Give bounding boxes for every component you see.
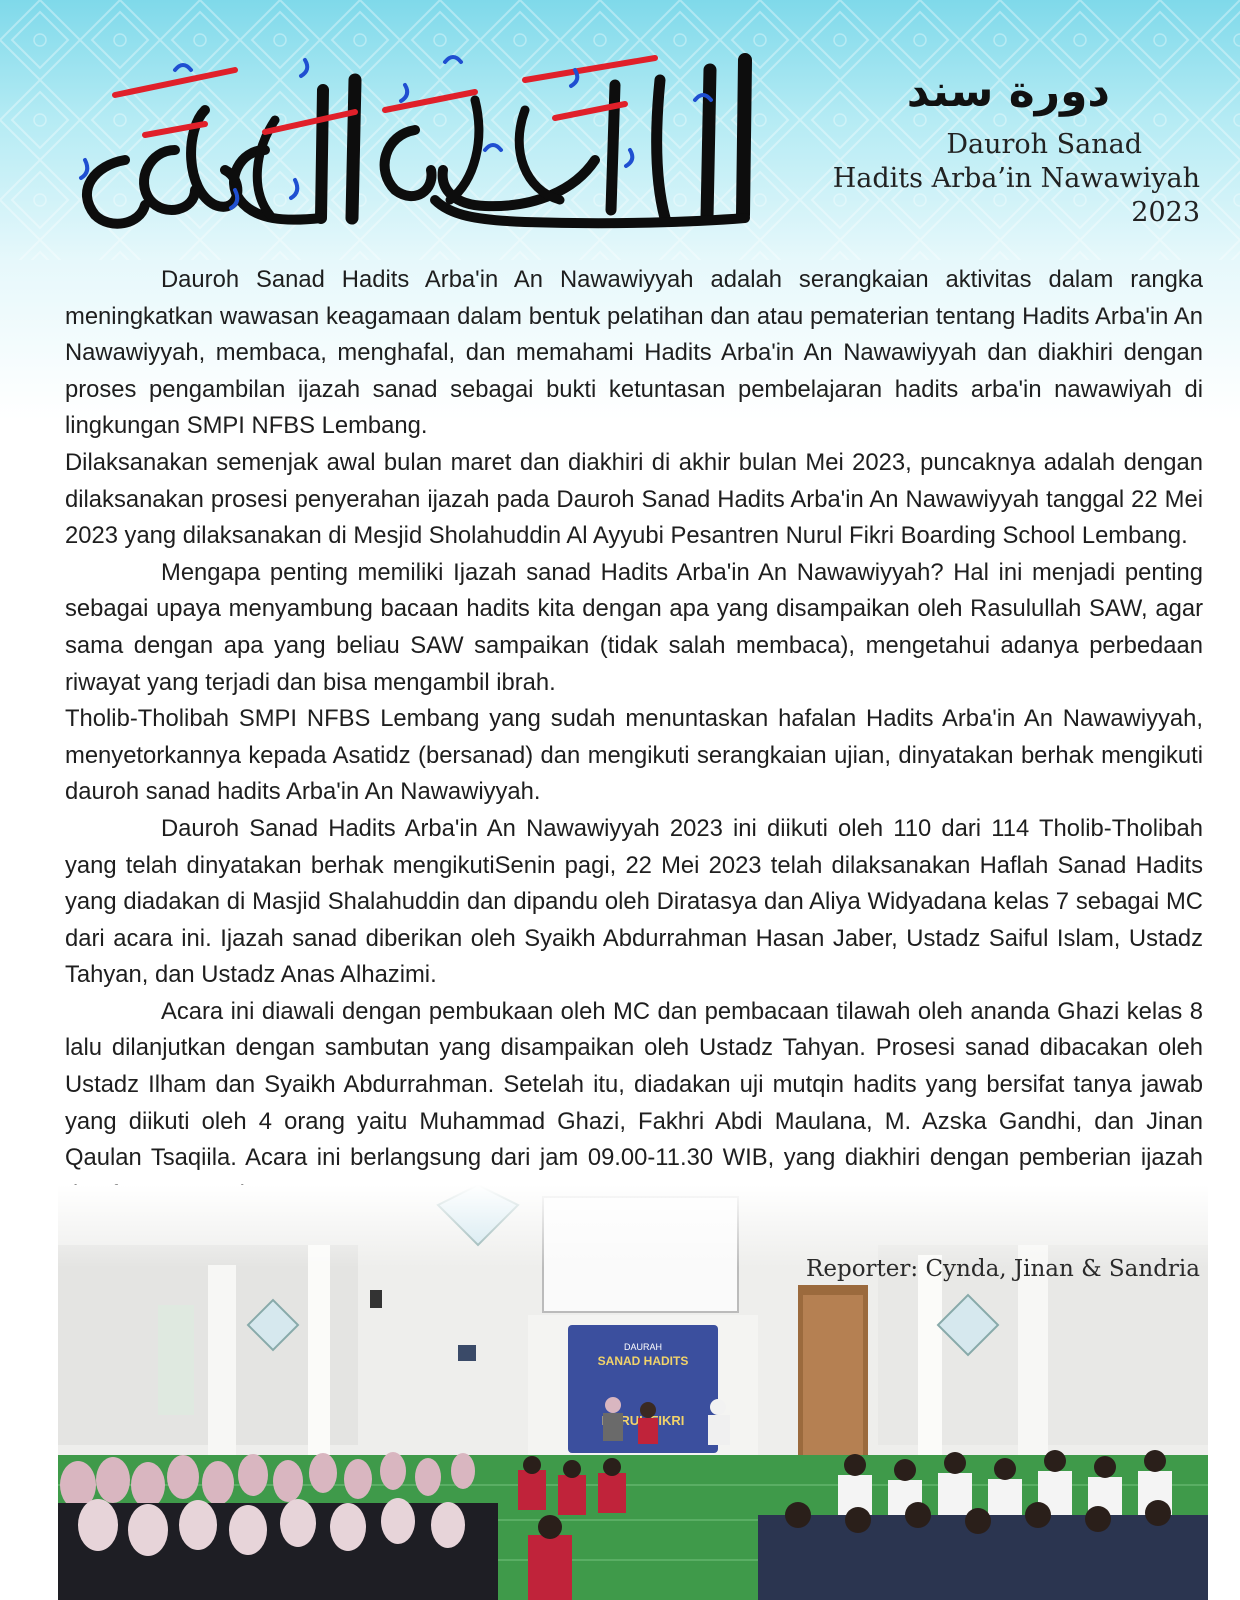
paragraph-2: Dilaksanakan semenjak awal bulan maret dan diakhiri di akhir bulan Mei 2023, puncaknya adalah dengan dilaksanakan prosesi penyerahan ijazah pada Dauroh Sanad Hadits Arba'in An Nawawiyyah tanggal 22 Mei 2023 yang dilaksanakan di Mesjid Sholahuddin Al Ayyubi Pesantren Nurul Fikri Boarding School Lembang. — [65, 448, 1203, 550]
title-line-1: Dauroh Sanad — [946, 129, 1142, 160]
reporter-credit: Reporter: Cynda, Jinan & Sandria — [806, 1256, 1200, 1282]
arabic-calligraphy-title — [55, 40, 765, 240]
article-body — [65, 262, 1203, 1213]
arabic-subtitle: دورة سند — [906, 66, 1110, 117]
paragraph-1: Dauroh Sanad Hadits Arba'in An Nawawiyyah adalah serangkaian aktivitas dalam rangka meningkatkan wawasan keagamaan dalam bentuk pelatihan dan atau pematerian tentang Hadits Arba'in An Nawawiyyah, membaca, menghafal, dan memahami Hadits Arba'in An Nawawiyyah dan diakhiri dengan proses pengambilan ijazah sanad sebagai bukti ketuntasan pembelajaran hadits arba'in nawawiyah di lingkungan SMPI NFBS Lembang. — [65, 266, 1203, 440]
event-photo — [58, 1185, 1208, 1600]
paragraph-5: Dauroh Sanad Hadits Arba'in An Nawawiyyah 2023 ini diikuti oleh 110 dari 114 Tholib-Tholibah yang telah dinyatakan berhak mengikutiSenin pagi, 22 Mei 2023 telah dilaksanakan Haflah Sanad Hadits yang diadakan di Masjid Shalahuddin dan dipandu oleh Diratasya dan Aliya Widyadana kelas 7 sebagai MC dari acara ini. Ijazah sanad diberikan oleh Syaikh Abdurrahman Hasan Jaber, Ustadz Saiful Islam, Ustadz Tahyan, dan Ustadz Anas Alhazimi. — [65, 814, 1203, 989]
title-line-2: Hadits Arba’in Nawawiyah 2023 — [832, 163, 1200, 228]
paragraph-6: Acara ini diawali dengan pembukaan oleh MC dan pembacaan tilawah oleh ananda Ghazi kelas 8 lalu dilanjutkan dengan sambutan yang disampaikan oleh Ustadz Tahyan. Prosesi sanad dibacakan oleh Ustadz Ilham dan Syaikh Abdurrahman. Setelah itu, diadakan uji mutqin hadits yang bersifat tanya jawab yang diikuti oleh 4 orang yaitu Muhammad Ghazi, Fakhri Abdi Maulana, M. Azska Gandhi, dan Jinan Qaulan Tsaqiila. Acara ini berlangsung dari jam 09.00-11.30 WIB, yang diakhiri dengan pemberian ijazah — [65, 997, 1203, 1172]
paragraph-3: Mengapa penting memiliki Ijazah sanad Hadits Arba'in An Nawawiyyah? Hal ini menjadi penting sebagai upaya menyambung bacaan hadits kita dengan apa yang disampaikan oleh Rasulullah SAW, agar sama dengan apa yang beliau SAW sampaikan (tidak salah membaca), mengetahui adanya perbedaan riwayat yang terjadi dan bisa mengambil ibrah. — [65, 558, 1203, 696]
paragraph-4: Tholib-Tholibah SMPI NFBS Lembang yang sudah menuntaskan hafalan Hadits Arba'in An Nawawiyyah, menyetorkannya kepada Asatidz (bersanad) dan mengikuti serangkaian ujian, dinyatakan berhak mengikuti dauroh sanad hadits Arba'in An Nawawiyyah. — [65, 705, 1203, 806]
event-title-block — [760, 66, 1200, 230]
